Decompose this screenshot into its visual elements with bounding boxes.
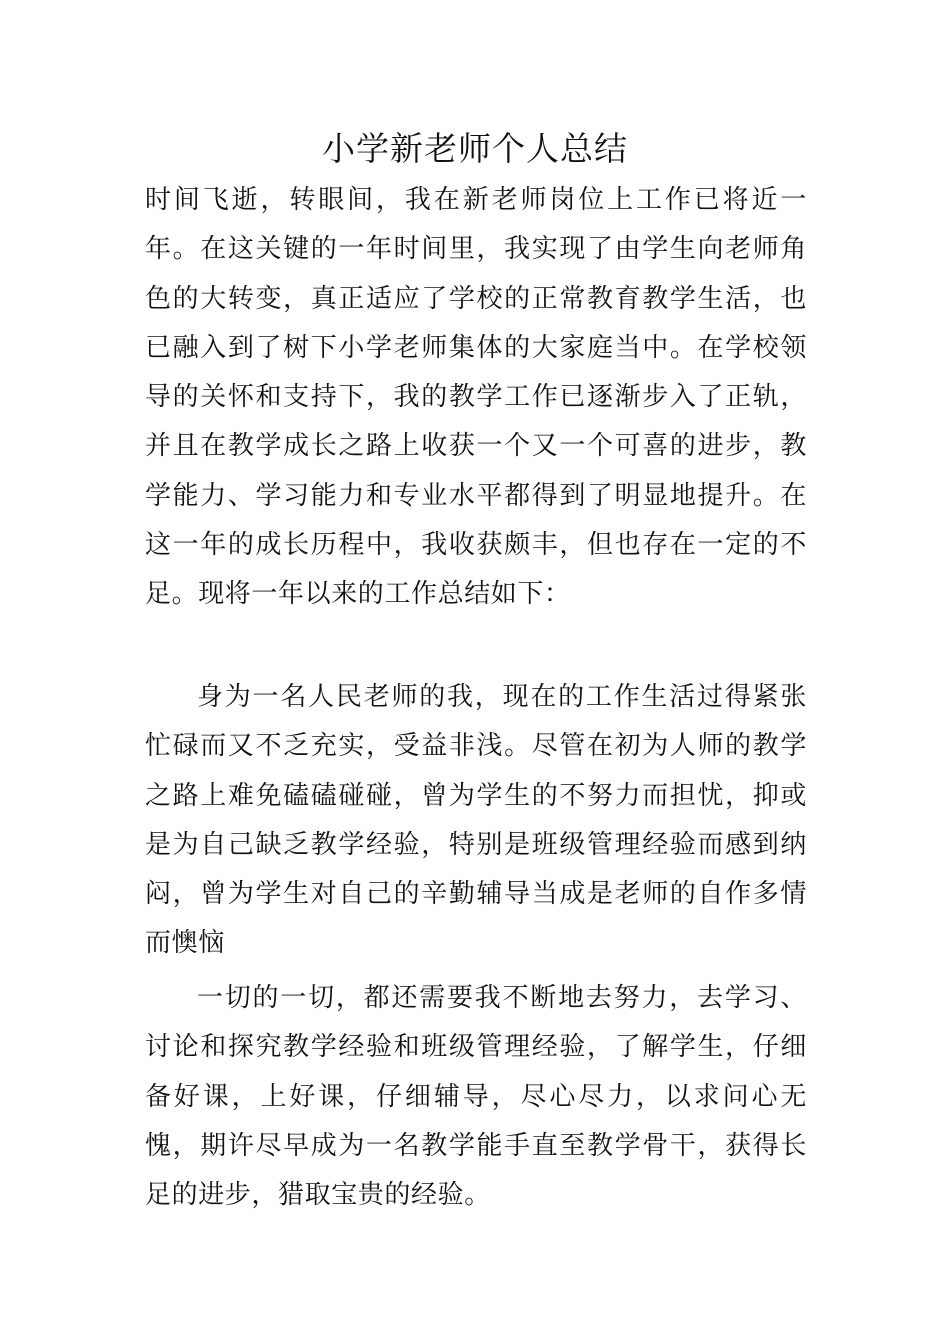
paragraph-intro: 时间飞逝，转眼间，我在新老师岗位上工作已将近一年。在这关键的一年时间里，我实现了由学生向老师角色的大转变，真正适应了学校的正常教育教学生活，也已融入到了树下小学老师集体的大家庭当中。在学校领导的关怀和支持下，我的教学工作已逐渐步入了正轨，并且在教学成长之路上收获一个又一个可喜的进步，教学能力、学习能力和专业水平都得到了明显地提升。在这一年的成长历程中，我收获颇丰，但也存在一定的不足。现将一年以来的工作总结如下： (145, 185, 807, 610)
paragraph-outlook: 一切的一切，都还需要我不断地去努力，去学习、讨论和探究教学经验和班级管理经验，了解学生，仔细备好课，上好课，仔细辅导，尽心尽力，以求问心无愧，期许尽早成为一名教学能手直至教学骨干，获得长足的进步，猎取宝贵的经验。 (145, 983, 807, 1211)
paragraph-work-life: 身为一名人民老师的我，现在的工作生活过得紧张忙碌而又不乏充实，受益非浅。尽管在初为人师的教学之路上难免磕磕碰碰，曾为学生的不努力而担忧，抑或是为自己缺乏教学经验，特别是班级管理经验而感到纳闷，曾为学生对自己的辛勤辅导当成是老师的自作多情而懊恼 (145, 682, 807, 959)
document-title: 小学新老师个人总结 (322, 129, 628, 168)
